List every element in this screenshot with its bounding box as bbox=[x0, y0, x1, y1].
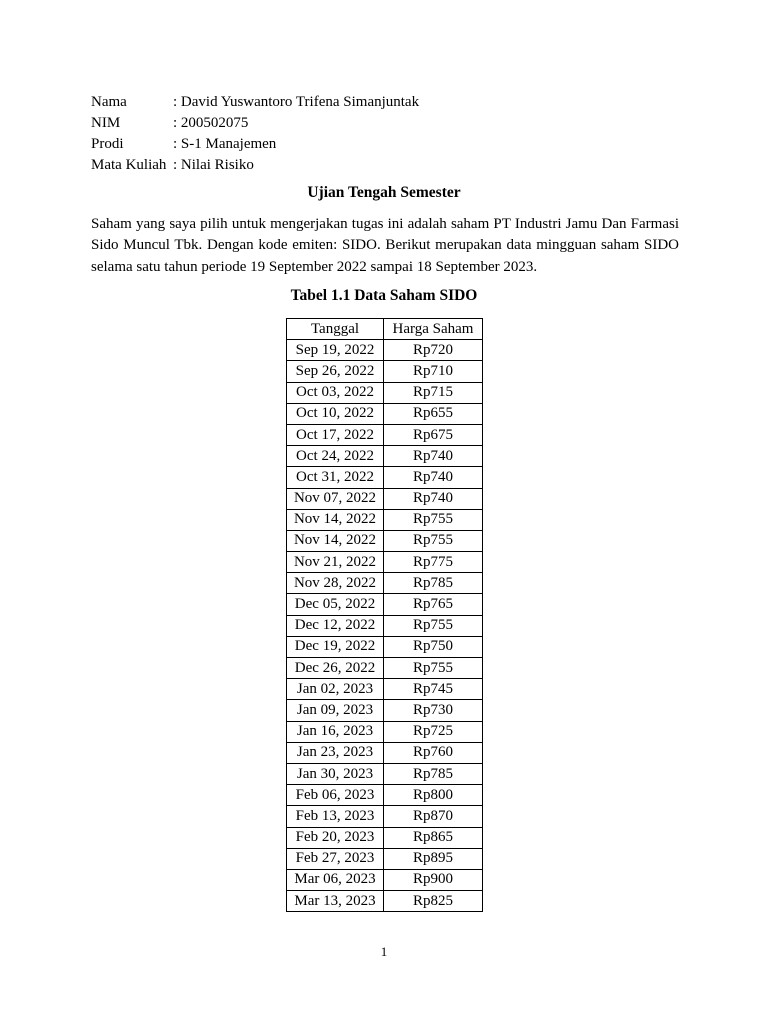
info-label: NIM bbox=[91, 115, 121, 131]
header-price: Harga Saham bbox=[384, 319, 483, 340]
table-caption: Tabel 1.1 Data Saham SIDO bbox=[290, 287, 478, 304]
table-row bbox=[287, 891, 483, 912]
table-row bbox=[287, 636, 483, 657]
date-cell: Dec 26, 2022 bbox=[287, 658, 384, 679]
price-cell: Rp725 bbox=[384, 721, 483, 742]
date-cell: Jan 09, 2023 bbox=[287, 700, 384, 721]
page-number: 1 bbox=[380, 944, 388, 959]
table-header-row bbox=[287, 319, 483, 340]
date-cell: Oct 10, 2022 bbox=[287, 403, 384, 424]
price-cell: Rp870 bbox=[384, 806, 483, 827]
table-row bbox=[287, 721, 483, 742]
info-value: : Nilai Risiko bbox=[173, 157, 254, 173]
price-cell: Rp760 bbox=[384, 742, 483, 763]
price-cell: Rp655 bbox=[384, 403, 483, 424]
price-cell: Rp750 bbox=[384, 636, 483, 657]
price-cell: Rp865 bbox=[384, 827, 483, 848]
info-value: : David Yuswantoro Trifena Simanjuntak bbox=[173, 94, 420, 110]
price-cell: Rp730 bbox=[384, 700, 483, 721]
price-cell: Rp755 bbox=[384, 658, 483, 679]
table-row bbox=[287, 785, 483, 806]
info-label: Mata Kuliah bbox=[91, 157, 167, 173]
table-row bbox=[287, 679, 483, 700]
table-row bbox=[287, 382, 483, 403]
info-value: : 200502075 bbox=[173, 115, 249, 131]
table-row bbox=[287, 509, 483, 530]
table-row bbox=[287, 446, 483, 467]
date-cell: Nov 14, 2022 bbox=[287, 509, 384, 530]
price-cell: Rp895 bbox=[384, 848, 483, 869]
date-cell: Oct 17, 2022 bbox=[287, 424, 384, 445]
date-cell: Dec 05, 2022 bbox=[287, 594, 384, 615]
price-cell: Rp755 bbox=[384, 530, 483, 551]
info-row-prodi bbox=[91, 134, 419, 155]
price-cell: Rp825 bbox=[384, 891, 483, 912]
price-cell: Rp715 bbox=[384, 382, 483, 403]
table-row bbox=[287, 361, 483, 382]
info-row-nama bbox=[91, 92, 419, 113]
date-cell: Feb 27, 2023 bbox=[287, 848, 384, 869]
table-row bbox=[287, 615, 483, 636]
date-cell: Feb 20, 2023 bbox=[287, 827, 384, 848]
price-cell: Rp675 bbox=[384, 424, 483, 445]
table-row bbox=[287, 424, 483, 445]
price-cell: Rp740 bbox=[384, 446, 483, 467]
header-date: Tanggal bbox=[287, 319, 384, 340]
table-row bbox=[287, 763, 483, 784]
table-row bbox=[287, 700, 483, 721]
date-cell: Sep 26, 2022 bbox=[287, 361, 384, 382]
date-cell: Mar 13, 2023 bbox=[287, 891, 384, 912]
price-cell: Rp740 bbox=[384, 488, 483, 509]
price-cell: Rp800 bbox=[384, 785, 483, 806]
price-cell: Rp755 bbox=[384, 509, 483, 530]
table-row bbox=[287, 848, 483, 869]
table-row bbox=[287, 827, 483, 848]
table-row bbox=[287, 594, 483, 615]
date-cell: Sep 19, 2022 bbox=[287, 340, 384, 361]
date-cell: Feb 13, 2023 bbox=[287, 806, 384, 827]
price-cell: Rp785 bbox=[384, 763, 483, 784]
table-row bbox=[287, 467, 483, 488]
price-cell: Rp720 bbox=[384, 340, 483, 361]
price-cell: Rp765 bbox=[384, 594, 483, 615]
table-row bbox=[287, 869, 483, 890]
info-label: Prodi bbox=[91, 136, 124, 152]
price-cell: Rp740 bbox=[384, 467, 483, 488]
price-cell: Rp775 bbox=[384, 552, 483, 573]
table-row bbox=[287, 488, 483, 509]
date-cell: Nov 21, 2022 bbox=[287, 552, 384, 573]
date-cell: Jan 30, 2023 bbox=[287, 763, 384, 784]
table-row bbox=[287, 573, 483, 594]
date-cell: Nov 28, 2022 bbox=[287, 573, 384, 594]
info-row-nim bbox=[91, 113, 419, 134]
date-cell: Nov 14, 2022 bbox=[287, 530, 384, 551]
intro-paragraph: Saham yang saya pilih untuk mengerjakan tugas ini adalah saham PT Industri Jamu Dan Farmasi Sido Muncul Tbk. Dengan kode emiten: SIDO. Berikut merupakan data mingguan saham SIDO selama satu tahun periode 19 September 2022 sampai 18 September 2023. bbox=[91, 216, 679, 275]
date-cell: Mar 06, 2023 bbox=[287, 869, 384, 890]
table-row bbox=[287, 340, 483, 361]
date-cell: Dec 12, 2022 bbox=[287, 615, 384, 636]
date-cell: Jan 16, 2023 bbox=[287, 721, 384, 742]
stock-price-table bbox=[286, 318, 483, 912]
price-cell: Rp785 bbox=[384, 573, 483, 594]
table-row bbox=[287, 806, 483, 827]
date-cell: Feb 06, 2023 bbox=[287, 785, 384, 806]
table-row bbox=[287, 742, 483, 763]
price-cell: Rp710 bbox=[384, 361, 483, 382]
table-row bbox=[287, 552, 483, 573]
date-cell: Dec 19, 2022 bbox=[287, 636, 384, 657]
date-cell: Nov 07, 2022 bbox=[287, 488, 384, 509]
info-value: : S-1 Manajemen bbox=[173, 136, 277, 152]
price-cell: Rp755 bbox=[384, 615, 483, 636]
table-row bbox=[287, 403, 483, 424]
date-cell: Oct 24, 2022 bbox=[287, 446, 384, 467]
document-title: Ujian Tengah Semester bbox=[307, 184, 461, 201]
date-cell: Oct 03, 2022 bbox=[287, 382, 384, 403]
date-cell: Jan 23, 2023 bbox=[287, 742, 384, 763]
table-body bbox=[287, 340, 483, 912]
table-row bbox=[287, 658, 483, 679]
student-info bbox=[91, 92, 419, 176]
info-row-mata-kuliah bbox=[91, 155, 419, 176]
date-cell: Oct 31, 2022 bbox=[287, 467, 384, 488]
table-row bbox=[287, 530, 483, 551]
price-cell: Rp900 bbox=[384, 869, 483, 890]
price-cell: Rp745 bbox=[384, 679, 483, 700]
info-label: Nama bbox=[91, 94, 127, 110]
date-cell: Jan 02, 2023 bbox=[287, 679, 384, 700]
